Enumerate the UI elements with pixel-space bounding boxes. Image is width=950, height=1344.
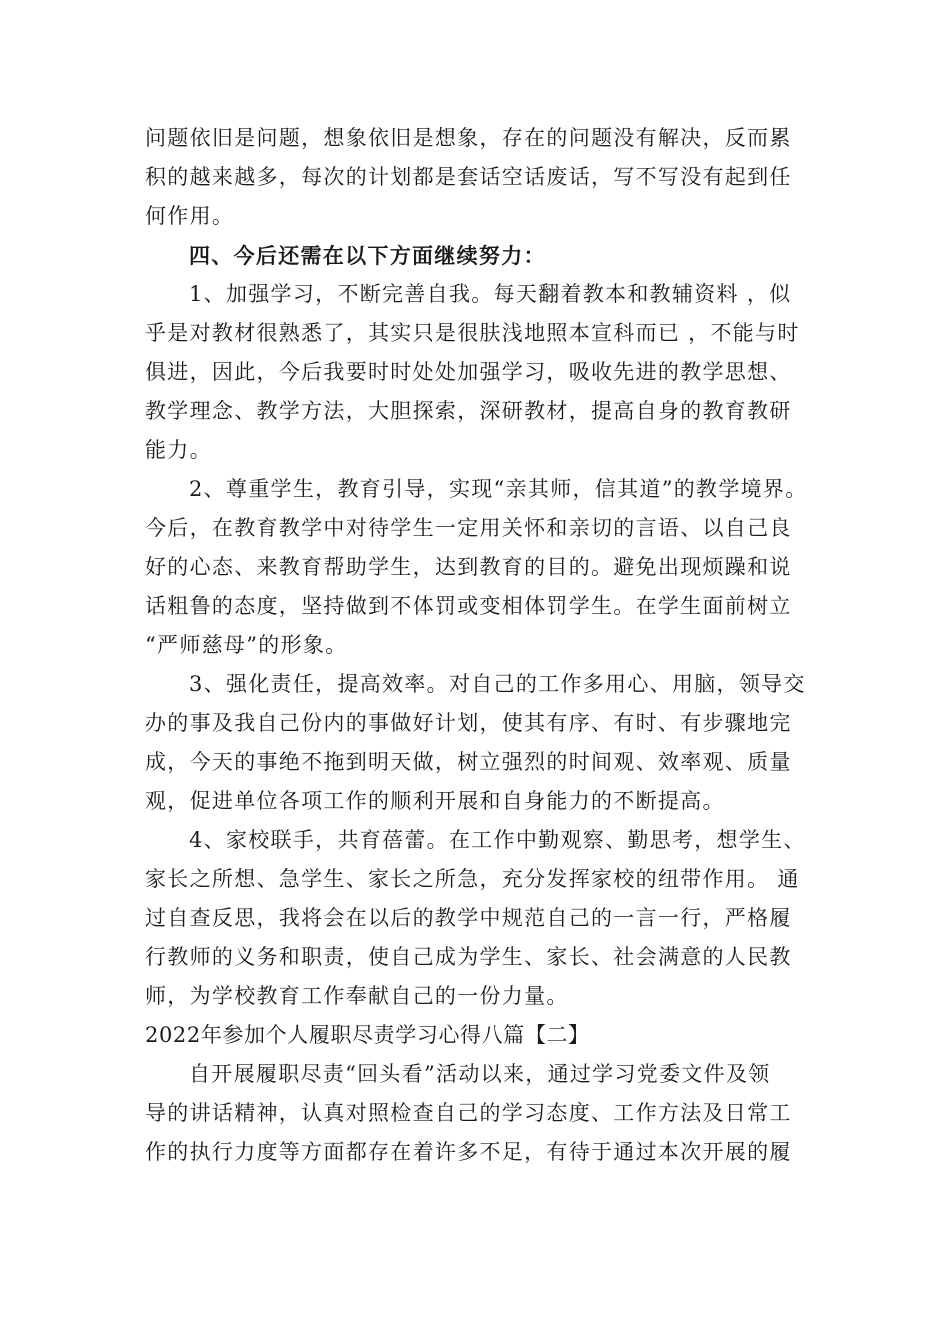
paragraph-line: 导的讲话精神，认真对照检查自己的学习态度、工作方法及日常工 (145, 1101, 792, 1125)
paragraph-line: 教学理念、教学方法，大胆探索，深研教材，提高自身的教育教研 (145, 399, 792, 423)
paragraph-line: 好的心态、来教育帮助学生，达到教育的目的。避免出现烦躁和说 (145, 555, 792, 579)
paragraph-line: 话粗鲁的态度，坚持做到不体罚或变相体罚学生。在学生面前树立 (145, 594, 792, 618)
document-body (145, 119, 815, 1172)
paragraph-line: 家长之所想、急学生、家长之所急，充分发挥家校的纽带作用。 通 (145, 867, 800, 891)
paragraph-line: 问题依旧是问题，想象依旧是想象，存在的问题没有解决，反而累 (145, 126, 792, 150)
paragraph-line: 观，促进单位各项工作的顺利开展和自身能力的不断提高。 (145, 789, 725, 813)
paragraph-line: 乎是对教材很熟悉了，其实只是很肤浅地照本宣科而已 ，不能与时 (145, 321, 800, 345)
paragraph-line: 4、家校联手，共育蓓蕾。在工作中勤观察、勤思考，想学生、 (189, 828, 806, 852)
paragraph-line: 作的执行力度等方面都存在着许多不足，有待于通过本次开展的履 (145, 1140, 792, 1164)
paragraph-line: 2、尊重学生，教育引导，实现“亲其师，信其道”的教学境界。 (189, 477, 808, 501)
paragraph-line: 今后，在教育教学中对待学生一定用关怀和亲切的言语、以自己良 (145, 516, 792, 540)
paragraph-line: 1、加强学习，不断完善自我。每天翻着教本和教辅资料 ，似 (189, 282, 792, 306)
paragraph-line: 自开展履职尽责“回头看”活动以来，通过学习党委文件及领 (189, 1062, 771, 1086)
paragraph-line: 何作用。 (145, 204, 235, 228)
paragraph-line: 成，今天的事绝不拖到明天做，树立强烈的时间观、效率观、质量 (145, 750, 792, 774)
paragraph-line: 能力。 (145, 438, 212, 462)
paragraph-line: 3、强化责任，提高效率。对自己的工作多用心、用脑，领导交 (189, 672, 806, 696)
paragraph-line: 办的事及我自己份内的事做好计划，使其有序、有时、有步骤地完 (145, 711, 792, 735)
article-title: 2022年参加个人履职尽责学习心得八篇【二】 (145, 1023, 590, 1047)
paragraph-line: 过自查反思，我将会在以后的教学中规范自己的一言一行，严格履 (145, 906, 792, 930)
paragraph-line: 积的越来越多，每次的计划都是套话空话废话，写不写没有起到任 (145, 165, 792, 189)
paragraph-line: “严师慈母”的形象。 (145, 633, 348, 657)
paragraph-line: 行教师的义务和职责，使自己成为学生、家长、社会满意的人民教 (145, 945, 792, 969)
paragraph-line: 师，为学校教育工作奉献自己的一份力量。 (145, 984, 569, 1008)
paragraph-line: 俱进，因此，今后我要时时处处加强学习，吸收先进的教学思想、 (145, 360, 792, 384)
section-heading: 四、今后还需在以下方面继续努力： (189, 243, 546, 268)
